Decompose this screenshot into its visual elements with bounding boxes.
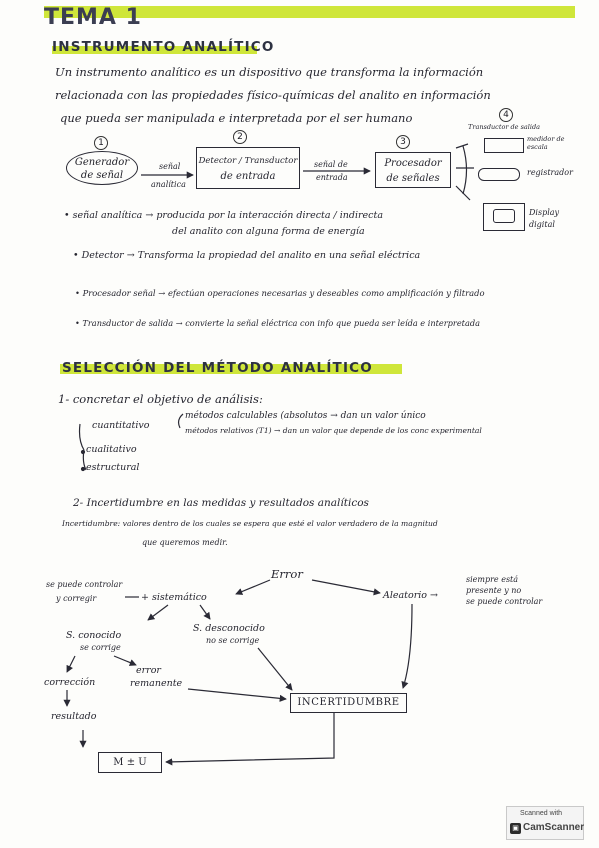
procesador-line-2: de señales <box>386 173 440 184</box>
intro-line-3: que pueda ser manipulada e interpretada por el ser humano <box>60 111 413 125</box>
output-item-3: Display digital <box>529 208 560 229</box>
bullet-procesador: • Procesador señal → efectúan operaciones necesarias y deseables como amplificación y filtrado <box>75 288 485 298</box>
generador-line-2: de señal <box>80 170 124 181</box>
step-number-3: 3 <box>396 135 410 149</box>
tree-sistematico: + sistemático <box>141 592 207 603</box>
step1-text: 1- concretar el objetivo de análisis: <box>58 392 263 406</box>
tree-desconocido: S. desconocido <box>193 623 265 634</box>
tree-remanente-1: error <box>136 665 161 676</box>
step-number-4: 4 <box>499 108 513 122</box>
procesador-line-1: Procesador <box>384 158 442 169</box>
tree-conocido: S. conocido <box>66 630 122 641</box>
conocido-sub: se corrige <box>80 643 121 652</box>
aleatorio-note-2: presente y no <box>466 586 522 595</box>
intro-line-1: Un instrumento analítico es un dispositivo que transforma la información <box>55 65 484 79</box>
aleatorio-note-1: siempre está <box>466 575 519 584</box>
incert-def-1: Incertidumbre: valores dentro de los cuales se espera que esté el valor verdadero de la magnitud <box>62 519 438 528</box>
estructural-label: estructural <box>86 462 140 473</box>
camscanner-badge <box>506 806 584 840</box>
tree-remanente-2: remanente <box>130 678 183 689</box>
step-number-2: 2 <box>233 130 247 144</box>
sistematico-note-2: y corregir <box>56 594 97 603</box>
tree-correccion: corrección <box>44 677 96 688</box>
step2-text: 2- Incertidumbre en las medidas y resultados analíticos <box>73 497 369 509</box>
cuant-item-1: métodos calculables (absolutos → dan un valor único <box>185 411 426 421</box>
arrow1-label-2: analítica <box>151 180 186 189</box>
cuant-item-2: métodos relativos (T1) → dan un valor que depende de los conc experimental <box>185 426 482 435</box>
sistematico-note-1: se puede controlar <box>46 580 123 589</box>
badge-line-2: CamScanner <box>523 822 585 833</box>
tree-resultado: resultado <box>51 711 97 722</box>
bullet-transductor: • Transductor de salida → convierte la señal eléctrica con info que pueda ser leída e interpretada <box>75 318 480 328</box>
arrow2-label-1: señal de <box>314 160 348 169</box>
section1-heading: INSTRUMENTO ANALÍTICO <box>52 39 275 55</box>
bullet-senal-1: • señal analítica → producida por la interacción directa / indirecta <box>64 210 383 221</box>
incert-def-2: que queremos medir. <box>142 538 228 547</box>
page-title: TEMA 1 <box>44 5 142 30</box>
section2-heading: SELECCIÓN DEL MÉTODO ANALÍTICO <box>62 360 373 376</box>
bullet-detector: • Detector → Transforma la propiedad del analito en una señal eléctrica <box>73 250 421 261</box>
bullet-senal-2: del analito con alguna forma de energía <box>172 226 365 237</box>
incertidumbre-label: INCERTIDUMBRE <box>297 697 400 708</box>
generador-line-1: Generador <box>74 157 130 168</box>
detector-line-1: Detector / Transductor <box>198 156 298 166</box>
result-label: M ± U <box>113 757 147 768</box>
camscanner-logo-icon: ▣ <box>510 823 521 834</box>
aleatorio-note-3: se puede controlar <box>466 597 543 606</box>
tree-error: Error <box>271 567 303 581</box>
arrow2-label-2: entrada <box>316 173 348 182</box>
detector-line-2: de entrada <box>220 171 276 182</box>
output-title: Transductor de salida <box>468 123 541 131</box>
intro-line-2: relacionada con las propiedades físico-químicas del analito en información <box>55 88 491 102</box>
cualitativo-label: cualitativo <box>86 444 137 455</box>
badge-line-1: Scanned with <box>520 810 563 817</box>
step-number-1: 1 <box>94 136 108 150</box>
cuantitativo-label: cuantitativo <box>92 420 150 431</box>
output-item-2: registrador <box>527 168 573 177</box>
arrow1-label-1: señal <box>159 162 181 171</box>
desconocido-sub: no se corrige <box>206 636 260 645</box>
output-item-1: medidor de escala <box>527 135 565 151</box>
tree-aleatorio: Aleatorio → <box>383 590 439 601</box>
